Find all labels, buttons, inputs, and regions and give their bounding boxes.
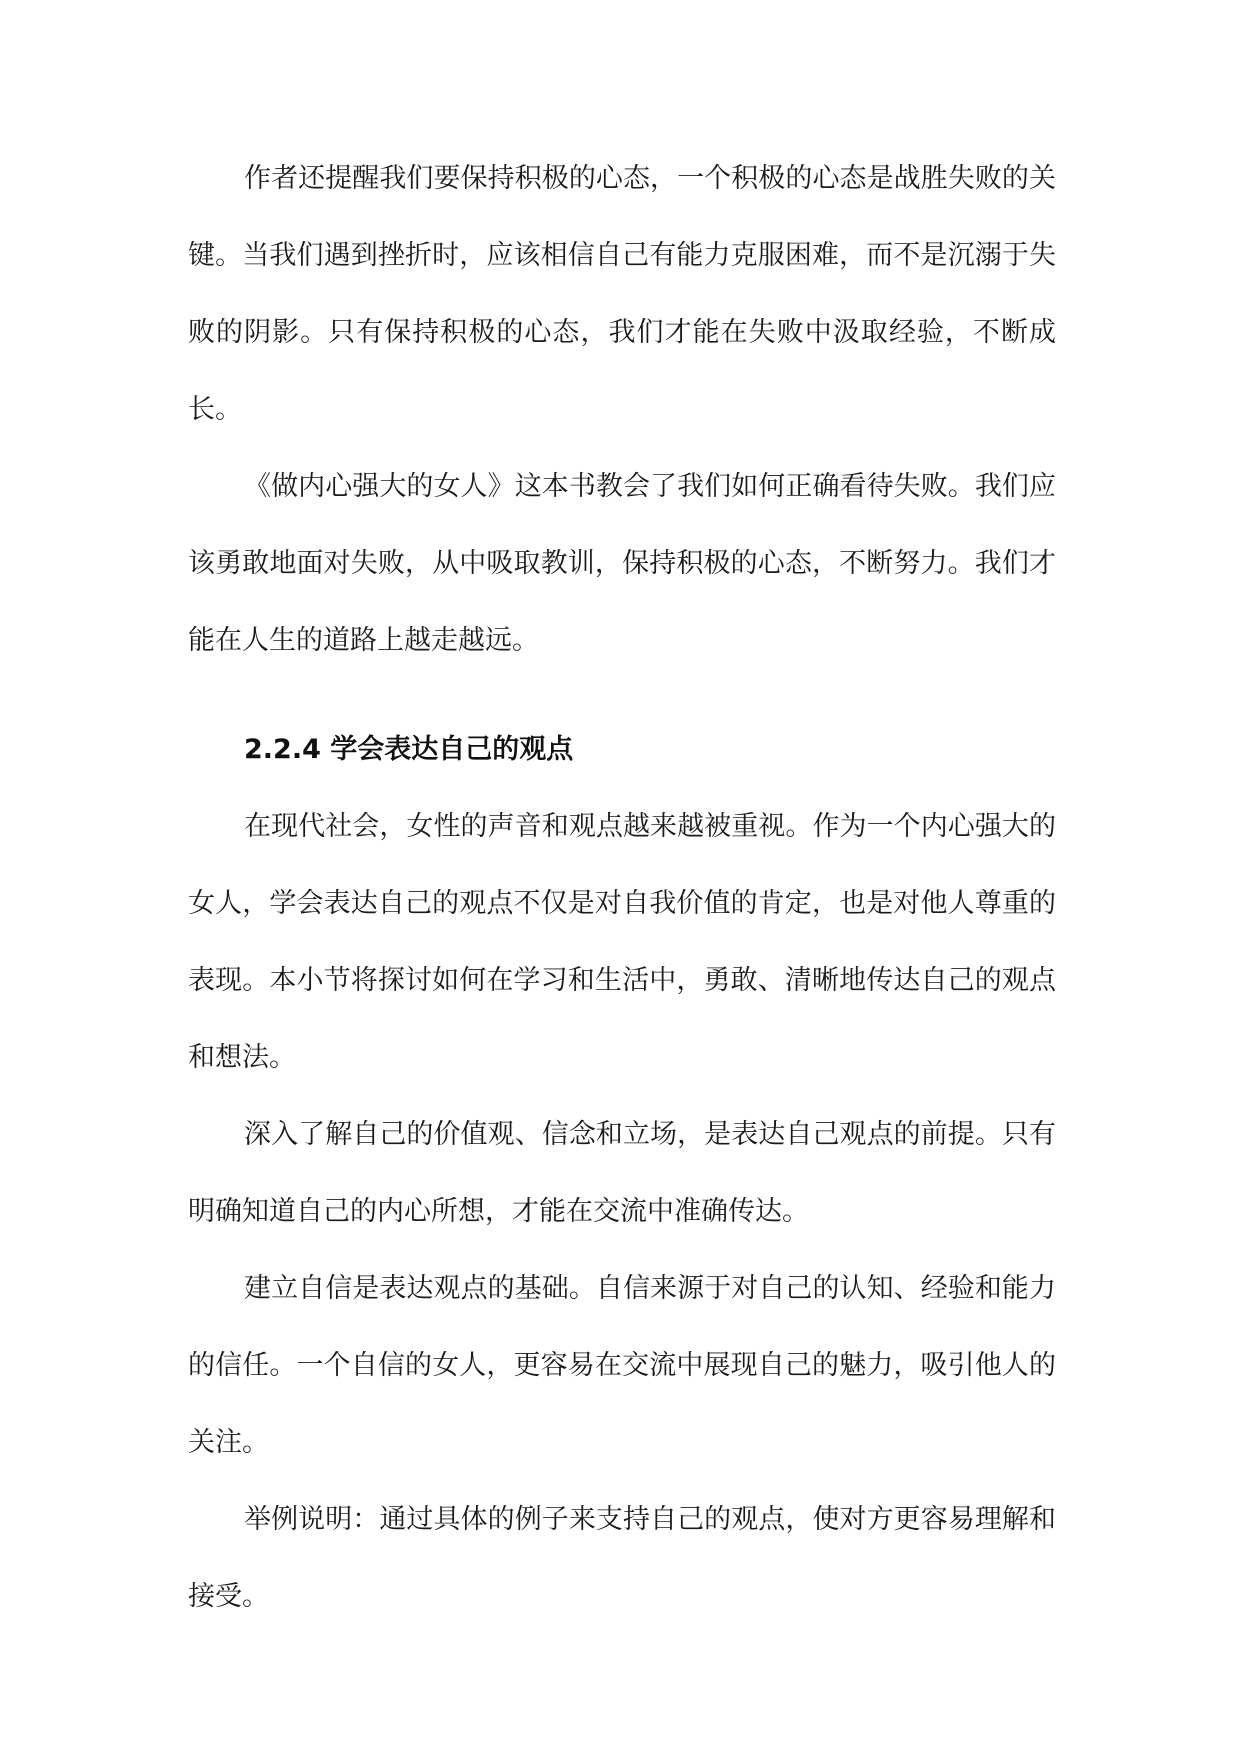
paragraph-confidence: 建立自信是表达观点的基础。自信来源于对自己的认知、经验和能力的信任。一个自信的女人，更容易在交流中展现自己的魅力，吸引他人的关注。 [188,1273,1056,1458]
document-body [188,140,1056,1635]
paragraph-examples: 举例说明：通过具体的例子来支持自己的观点，使对方更容易理解和接受。 [188,1504,1056,1612]
paragraph-self-understanding: 深入了解自己的价值观、信念和立场，是表达自己观点的前提。只有明确知道自己的内心所想，才能在交流中准确传达。 [188,1119,1056,1227]
paragraph-book-summary: 《做内心强大的女人》这本书教会了我们如何正确看待失败。我们应该勇敢地面对失败，从中吸取教训，保持积极的心态，不断努力。我们才能在人生的道路上越走越远。 [188,471,1056,656]
paragraph-positive-mindset: 作者还提醒我们要保持积极的心态，一个积极的心态是战胜失败的关键。当我们遇到挫折时，应该相信自己有能力克服困难，而不是沉溺于失败的阴影。只有保持积极的心态，我们才能在失败中汲取经验，不断成长。 [188,163,1056,425]
paragraph-intro: 在现代社会，女性的声音和观点越来越被重视。作为一个内心强大的女人，学会表达自己的观点不仅是对自我价值的肯定，也是对他人尊重的表现。本小节将探讨如何在学习和生活中，勇敢、清晰地传达自己的观点和想法。 [188,811,1056,1073]
section-heading: 2.2.4 学会表达自己的观点 [244,734,574,765]
